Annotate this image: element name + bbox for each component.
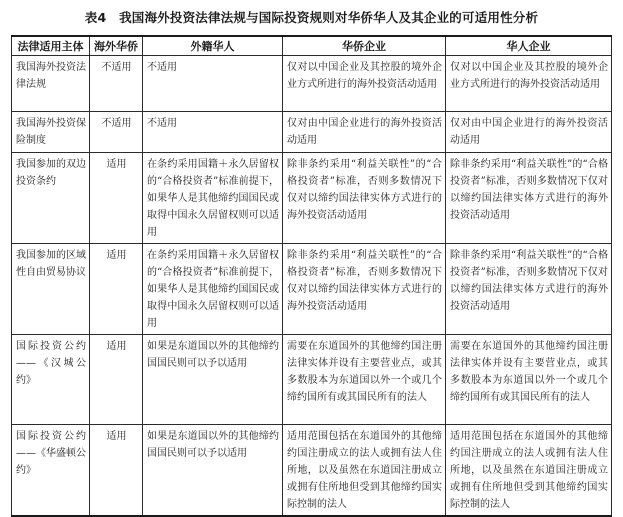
cell-foreign: 在条约采用国籍＋永久居留权的“合格投资者”标准前提下，如果华人是其他缔约国国民或取得中国永久居留权则可以适用 bbox=[143, 153, 283, 244]
cell-foreign: 如果是东道国以外的其他缔约国国民则可以予以适用 bbox=[143, 335, 283, 425]
table-title: 表4 我国海外投资法律法规与国际投资规则对华侨华人及其企业的可适用性分析 bbox=[84, 10, 539, 25]
header-ethnic-chinese-enterprise: 华人企业 bbox=[446, 36, 612, 56]
cell-hua-enterprise: 需要在东道国外的其他缔约国注册法律实体并设有主要营业点，或其多数股本为东道国以外一个或几个缔约国所有或其国民所有的法人 bbox=[446, 335, 612, 425]
table-header-row bbox=[12, 36, 612, 56]
cell-overseas: 适用 bbox=[90, 244, 143, 335]
cell-subject: 我国参加的双边投资条约 bbox=[12, 153, 90, 244]
cell-overseas: 适用 bbox=[90, 335, 143, 425]
header-foreign-chinese: 外籍华人 bbox=[143, 36, 283, 56]
cell-qiao-enterprise: 除非条约采用“利益关联性”的“合格投资者”标准，否则多数情况下仅对以缔约国法律实体方式进行的海外投资活动适用 bbox=[283, 153, 446, 244]
cell-qiao-enterprise: 适用范围包括在东道国外的其他缔约国注册成立的法人或拥有法人住所地，以及虽然在东道国注册成立或拥有住所地但受到其他缔约国实际控制的法人 bbox=[283, 425, 446, 517]
table-row bbox=[12, 335, 612, 425]
cell-hua-enterprise: 适用范围包括在东道国外的其他缔约国注册成立的法人或拥有法人住所地，以及虽然在东道国注册成立或拥有住所地但受到其他缔约国实际控制的法人 bbox=[446, 425, 612, 517]
cell-foreign: 在条约采用国籍＋永久居留权的“合格投资者”标准前提下，如果华人是其他缔约国国民或取得中国永久居留权则可以适用 bbox=[143, 244, 283, 335]
table-row bbox=[12, 153, 612, 244]
table-row bbox=[12, 56, 612, 112]
header-overseas-chinese: 海外华侨 bbox=[90, 36, 143, 56]
cell-subject: 我国海外投资法律法规 bbox=[12, 56, 90, 112]
cell-foreign: 不适用 bbox=[143, 56, 283, 112]
cell-overseas: 适用 bbox=[90, 425, 143, 517]
cell-qiao-enterprise: 需要在东道国外的其他缔约国注册法律实体并设有主要营业点，或其多数股本为东道国以外一个或几个缔约国所有或其国民所有的法人 bbox=[283, 335, 446, 425]
cell-subject: 国际投资公约——《华盛顿公约》 bbox=[12, 425, 90, 517]
table-row bbox=[12, 112, 612, 153]
cell-qiao-enterprise: 仅对由中国企业进行的海外投资活动适用 bbox=[283, 112, 446, 153]
table-row bbox=[12, 244, 612, 335]
cell-hua-enterprise: 除非条约采用“利益关联性”的“合格投资者”标准，否则多数情况下仅对以缔约国法律实体方式进行的海外投资活动适用 bbox=[446, 153, 612, 244]
cell-subject: 我国参加的区域性自由贸易协议 bbox=[12, 244, 90, 335]
cell-overseas: 不适用 bbox=[90, 112, 143, 153]
cell-overseas: 不适用 bbox=[90, 56, 143, 112]
header-subject: 法律适用主体 bbox=[12, 36, 90, 56]
cell-foreign: 不适用 bbox=[143, 112, 283, 153]
table-row bbox=[12, 425, 612, 517]
cell-subject: 我国海外投资保险制度 bbox=[12, 112, 90, 153]
cell-hua-enterprise: 除非条约采用“利益关联性”的“合格投资者”标准，否则多数情况下仅对以缔约国法律实体方式进行的海外投资活动适用 bbox=[446, 244, 612, 335]
header-overseas-chinese-enterprise: 华侨企业 bbox=[283, 36, 446, 56]
cell-qiao-enterprise: 除非条约采用“利益关联性”的“合格投资者”标准，否则多数情况下仅对以缔约国法律实体方式进行的海外投资活动适用 bbox=[283, 244, 446, 335]
cell-hua-enterprise: 仅对以中国企业及其控股的境外企业方式所进行的海外投资活动适用 bbox=[446, 56, 612, 112]
cell-subject: 国际投资公约——《汉城公约》 bbox=[12, 335, 90, 425]
cell-overseas: 适用 bbox=[90, 153, 143, 244]
applicability-table bbox=[11, 35, 612, 517]
cell-qiao-enterprise: 仅对以中国企业及其控股的境外企业方式所进行的海外投资活动适用 bbox=[283, 56, 446, 112]
cell-foreign: 如果是东道国以外的其他缔约国国民则可以予以适用 bbox=[143, 425, 283, 517]
cell-hua-enterprise: 仅对由中国企业进行的海外投资活动适用 bbox=[446, 112, 612, 153]
